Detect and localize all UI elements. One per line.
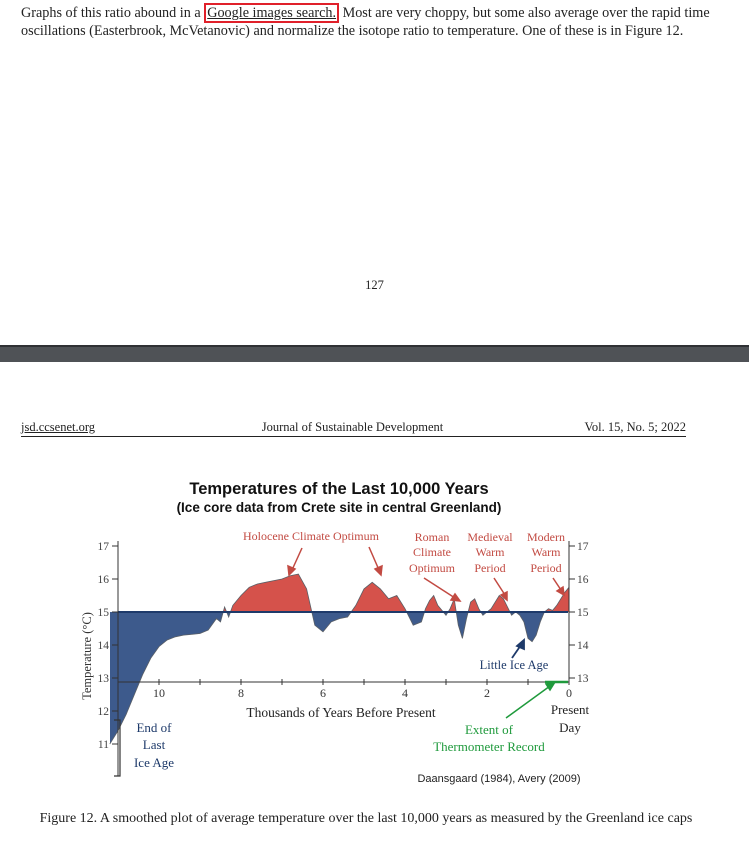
intro-text-before: Graphs of this ratio abound in a: [21, 5, 205, 21]
end-ice-age-1: End of: [136, 720, 172, 735]
modern-label-2: Warm: [531, 545, 561, 559]
thermometer-label: [433, 722, 545, 754]
holocene-label: Holocene Climate Optimum: [243, 529, 379, 543]
x-tick-label: 4: [402, 686, 408, 700]
y-tick-label-right: 14: [577, 640, 589, 652]
end-ice-age-label: [134, 720, 174, 770]
roman-label-1: Roman: [414, 530, 450, 544]
medieval-label-1: Medieval: [467, 530, 513, 544]
chart-title: Temperatures of the Last 10,000 Years: [189, 480, 489, 498]
y-tick-label-left: 13: [97, 673, 109, 685]
little-ice-age-label: Little Ice Age: [479, 658, 549, 672]
y-tick-label-right: 15: [577, 607, 589, 619]
data-credit: Daansgaard (1984), Avery (2009): [417, 773, 581, 785]
google-images-link[interactable]: Google images search.: [204, 3, 339, 23]
modern-label-3: Period: [530, 561, 562, 575]
y-tick-label-left: 11: [97, 739, 109, 751]
header-rule: [21, 436, 686, 437]
header-site: jsd.ccsenet.org: [21, 420, 96, 434]
roman-label-2: Climate: [413, 545, 451, 559]
chart-subtitle: (Ice core data from Crete site in central Greenland): [176, 500, 502, 515]
page-separator: [0, 345, 749, 362]
present-day-1: Present: [550, 702, 590, 717]
present-day-label: [551, 702, 590, 735]
intro-text-after: Most are very choppy, but some also average over the rapid time oscillations (Easterbrook, McVetanovic) and normalize the isotope ratio to temperature. One of these is in Figure 12.: [21, 5, 710, 39]
page-number: 127: [365, 278, 384, 292]
modern-label-1: Modern: [527, 530, 565, 544]
y-tick-label-right: 13: [577, 673, 589, 685]
thermometer-arrow: [506, 682, 555, 718]
header-volume: Vol. 15, No. 5; 2022: [584, 420, 686, 434]
medieval-label-2: Warm: [475, 545, 505, 559]
y-axis-label: Temperature (°C): [80, 612, 94, 700]
x-tick-label: 10: [153, 686, 165, 700]
y-tick-label-left: 14: [97, 640, 109, 652]
medieval-label-3: Period: [474, 561, 506, 575]
intro-paragraph: [21, 4, 711, 40]
x-tick-label: 0: [566, 686, 572, 700]
present-day-2: Day: [559, 720, 581, 735]
little-ice-age-arrow: [512, 640, 524, 658]
end-ice-age-3: Ice Age: [133, 755, 175, 770]
x-tick-label: 2: [484, 686, 490, 700]
header-journal: Journal of Sustainable Development: [261, 420, 444, 434]
y-tick-label-left: 16: [97, 574, 109, 586]
thermometer-label-2: Thermometer Record: [433, 739, 545, 754]
y-tick-label-left: 17: [97, 541, 109, 553]
y-tick-label-left: 15: [97, 607, 109, 619]
temperature-chart: [70, 472, 610, 792]
y-tick-label-left: 12: [97, 706, 109, 718]
x-tick-label: 8: [238, 686, 244, 700]
end-ice-age-2: Last: [142, 737, 166, 752]
figure-caption: Figure 12. A smoothed plot of average temperature over the last 10,000 years as measured by the Greenland ice caps: [39, 811, 693, 826]
x-axis-label: Thousands of Years Before Present: [246, 705, 436, 720]
y-tick-label-right: 16: [577, 574, 589, 586]
y-tick-label-right: 17: [577, 541, 589, 553]
roman-label-3: Optimum: [408, 561, 456, 575]
x-tick-label: 6: [320, 686, 326, 700]
thermometer-label-1: Extent of: [464, 722, 514, 737]
